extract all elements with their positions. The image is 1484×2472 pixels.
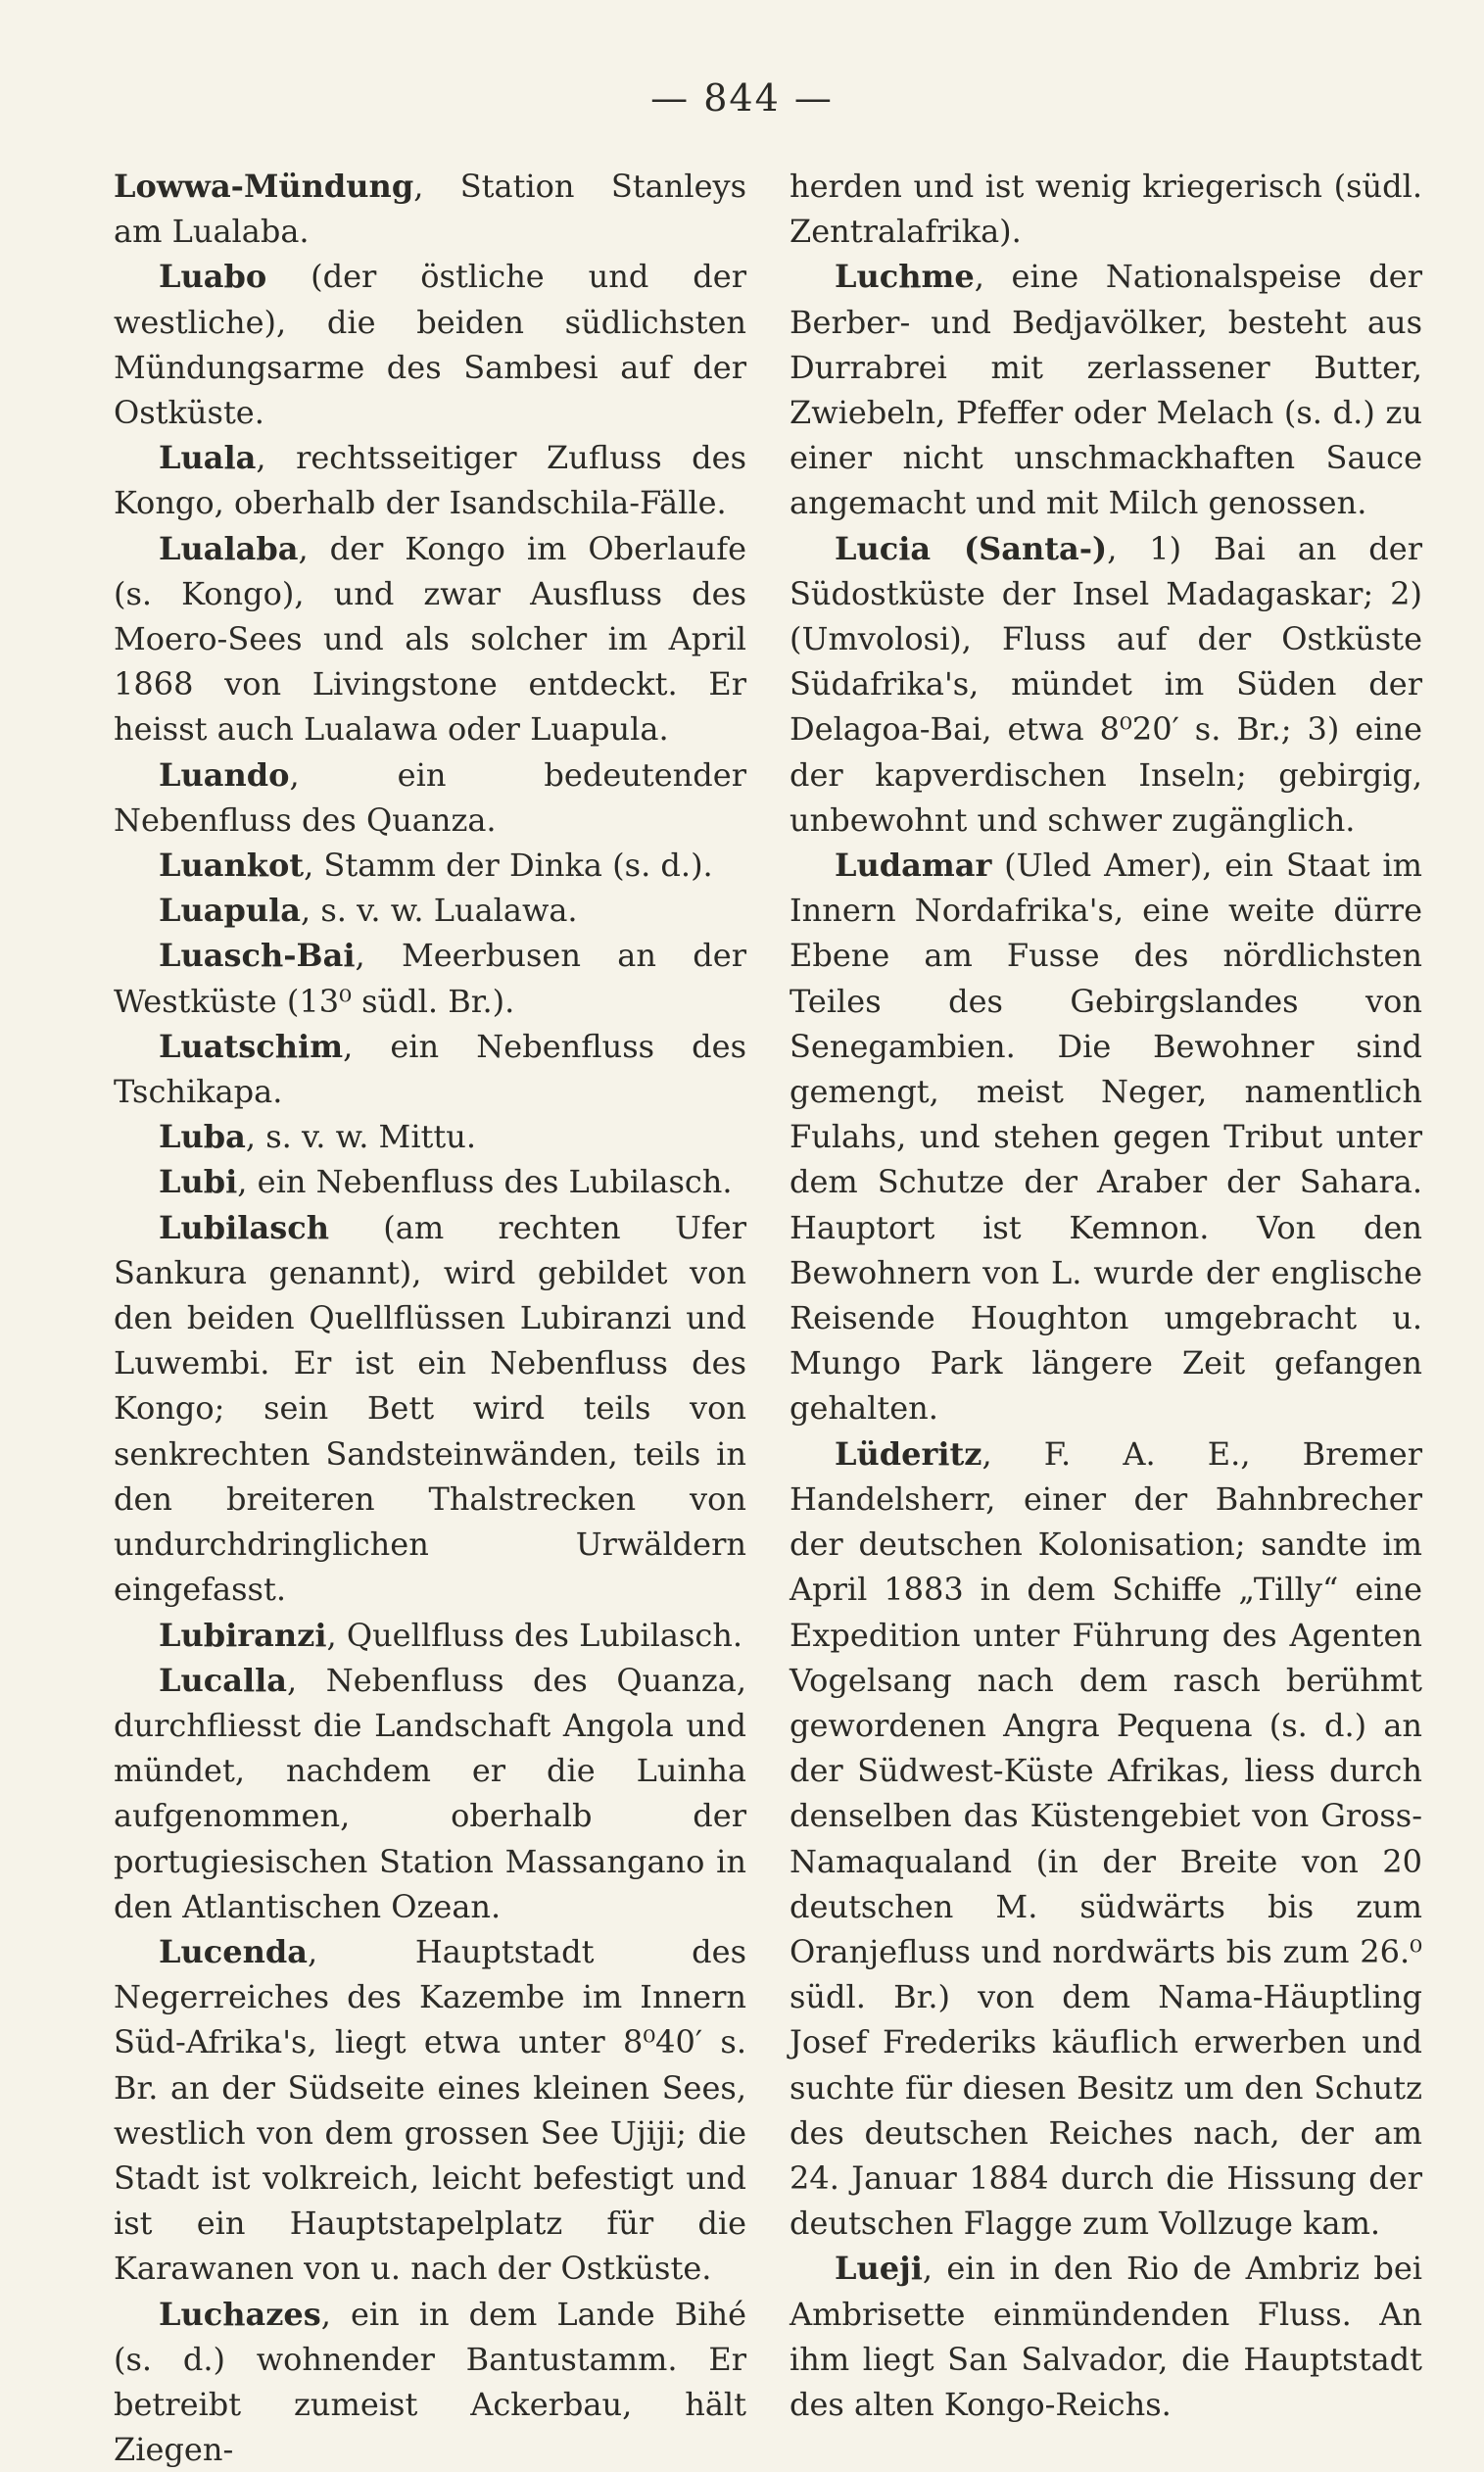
entry-text: , ein Nebenfluss des Tschikapa. — [114, 1027, 746, 1111]
entry-text: (der östliche und der westliche), die beiden südlichsten Mündungsarme des Sambesi auf der Ostküste. — [114, 258, 746, 432]
entry-text: , s. v. w. Mittu. — [245, 1118, 477, 1156]
dictionary-entry — [114, 435, 746, 525]
entry-text: , ein in dem Lande Bihé (s. d.) wohnender Bantustamm. Er betreibt zumeist Ackerbau, hält Ziegen- — [114, 2295, 746, 2469]
entry-term: Lüderitz — [835, 1434, 982, 1473]
entry-text: (Uled Amer), ein Staat im Innern Nordafrika's, eine weite dürre Ebene am Fusse des nördlichsten Teiles des Gebirgslandes von Senegambien. Die Bewohner sind gemengt, meist Neger, namentlich Fulahs, und stehen gegen Tribut unter dem Schutze der Araber der Sahara. Hauptort ist Kemnon. Von den Bewohnern von L. wurde der englische Reisende Houghton umgebracht u. Mungo Park längere Zeit gefangen gehalten. — [790, 847, 1422, 1428]
entry-term: Lubiranzi — [159, 1616, 327, 1654]
entry-term: Luba — [159, 1118, 246, 1156]
entry-text: herden und ist wenig kriegerisch (südl. Zentralafrika). — [790, 168, 1422, 251]
entry-term: Lucenda — [159, 1932, 308, 1970]
entry-text: , ein bedeutender Nebenfluss des Quanza. — [114, 755, 746, 839]
dictionary-entry — [114, 1929, 746, 2292]
dictionary-entry — [790, 254, 1422, 525]
dictionary-entry — [790, 2246, 1422, 2427]
entry-text: , s. v. w. Lualawa. — [301, 892, 578, 930]
dictionary-entry — [114, 1024, 746, 1114]
dictionary-entry — [790, 1431, 1422, 2247]
dictionary-entry — [114, 164, 746, 254]
dictionary-entry — [114, 526, 746, 752]
dictionary-entry — [114, 933, 746, 1023]
dictionary-entry — [114, 888, 746, 933]
dictionary-entry — [114, 1159, 746, 1204]
dictionary-entry — [114, 1658, 746, 1929]
entry-text: , ein Nebenfluss des Lubilasch. — [237, 1163, 733, 1201]
right-column — [790, 164, 1422, 2427]
entry-text: (am rechten Ufer Sankura genannt), wird gebildet von den beiden Quellflüssen Lubiranzi und Luwembi. Er ist ein Nebenfluss des Kongo; sein Bett wird teils von senkrechten Sandsteinwänden, teils in den breiteren Thalstrecken von undurchdringlichen Urwäldern eingefasst. — [114, 1208, 746, 1609]
dictionary-entry — [114, 843, 746, 888]
entry-text: , der Kongo im Oberlaufe (s. Kongo), und zwar Ausfluss des Moero-Sees und als solcher im April 1868 von Livingstone entdeckt. Er heisst auch Lualawa oder Luapula. — [114, 529, 746, 749]
dictionary-entry — [114, 1205, 746, 1613]
entry-term: Luchazes — [159, 2295, 321, 2333]
entry-term: Lualaba — [159, 529, 299, 567]
entry-text: , Hauptstadt des Negerreiches des Kazembe im Innern Süd-Afrika's, liegt etwa unter 8⁰40′ s. Br. an der Südseite eines kleinen Sees, westlich von dem grossen See Ujiji; die Stadt ist volkreich, leicht befestigt und ist ein Hauptstapelplatz für die Karawanen von u. nach der Ostküste. — [114, 1932, 746, 2288]
entry-text: , 1) Bai an der Südostküste der Insel Madagaskar; 2) (Umvolosi), Fluss auf der Ostküste Südafrika's, mündet im Süden der Delagoa-Bai, etwa 8⁰20′ s. Br.; 3) eine der kapverdischen Inseln; gebirgig, unbewohnt und schwer zugänglich. — [790, 529, 1422, 839]
entry-term: Lubilasch — [159, 1208, 329, 1246]
entry-term: Lucia (Santa-) — [835, 529, 1108, 567]
entry-term: Luatschim — [159, 1027, 344, 1065]
entry-term: Luando — [159, 755, 290, 794]
entry-term: Luabo — [159, 258, 267, 296]
dictionary-entry — [114, 1114, 746, 1159]
dictionary-entry — [114, 2292, 746, 2472]
entry-term: Luala — [159, 439, 257, 477]
entry-term: Lowwa-Mündung — [114, 168, 414, 205]
entry-term: Luapula — [159, 892, 302, 930]
entry-text: , Nebenfluss des Quanza, durchfliesst die Landschaft Angola und mündet, nachdem er die Luinha aufgenommen, oberhalb der portugiesischen Station Massangano in den Atlantischen Ozean. — [114, 1661, 746, 1925]
page-number: — 844 — — [650, 76, 834, 120]
dictionary-entry — [790, 526, 1422, 843]
entry-term: Lucalla — [159, 1661, 288, 1699]
entry-term: Lubi — [159, 1163, 238, 1201]
entry-text: , Meerbusen an der Westküste (13⁰ südl. Br.). — [114, 937, 746, 1020]
entry-term: Lueji — [835, 2250, 923, 2288]
dictionary-entry — [790, 164, 1422, 254]
entry-text: , rechtsseitiger Zufluss des Kongo, oberhalb der Isandschila-Fälle. — [114, 439, 746, 522]
entry-term: Luankot — [159, 847, 305, 885]
dictionary-entry — [114, 254, 746, 435]
dictionary-entry — [114, 1613, 746, 1658]
entry-text: , ein in den Rio de Ambriz bei Ambrisette einmündenden Fluss. An ihm liegt San Salvador, die Hauptstadt des alten Kongo-Reichs. — [790, 2250, 1422, 2423]
left-column — [114, 164, 746, 2472]
entry-term: Ludamar — [835, 847, 992, 885]
entry-text: , Stamm der Dinka (s. d.). — [304, 847, 713, 885]
dictionary-entry — [114, 752, 746, 843]
entry-text: , eine Nationalspeise der Berber- und Bedjavölker, besteht aus Durrabrei mit zerlassener Butter, Zwiebeln, Pfeffer oder Melach (s. d.) zu einer nicht unschmackhaften Sauce angemacht und mit Milch genossen. — [790, 258, 1422, 522]
dictionary-entry — [790, 843, 1422, 1431]
entry-term: Luasch-Bai — [159, 937, 356, 975]
entry-text: , Quellfluss des Lubilasch. — [326, 1616, 743, 1654]
entry-term: Luchme — [835, 258, 975, 296]
entry-text: , F. A. E., Bremer Handelsherr, einer der Bahnbrecher der deutschen Kolonisation; sandte im April 1883 in dem Schiffe „Tilly“ eine Expedition unter Führung des Agenten Vogelsang nach dem rasch berühmt gewordenen Angra Pequena (s. d.) an der Südwest-Küste Afrikas, liess durch denselben das Küstengebiet von Gross-Namaqualand (in der Breite von 20 deutschen M. südwärts bis zum Oranjefluss und nordwärts bis zum 26.⁰ südl. Br.) von dem Nama-Häuptling Josef Frederiks käuflich erwerben und suchte für diesen Besitz um den Schutz des deutschen Reiches nach, der am 24. Januar 1884 durch die Hissung der deutschen Flagge zum Vollzuge kam. — [790, 1434, 1422, 2243]
entry-text: , Station Stanleys am Lualaba. — [114, 168, 746, 251]
